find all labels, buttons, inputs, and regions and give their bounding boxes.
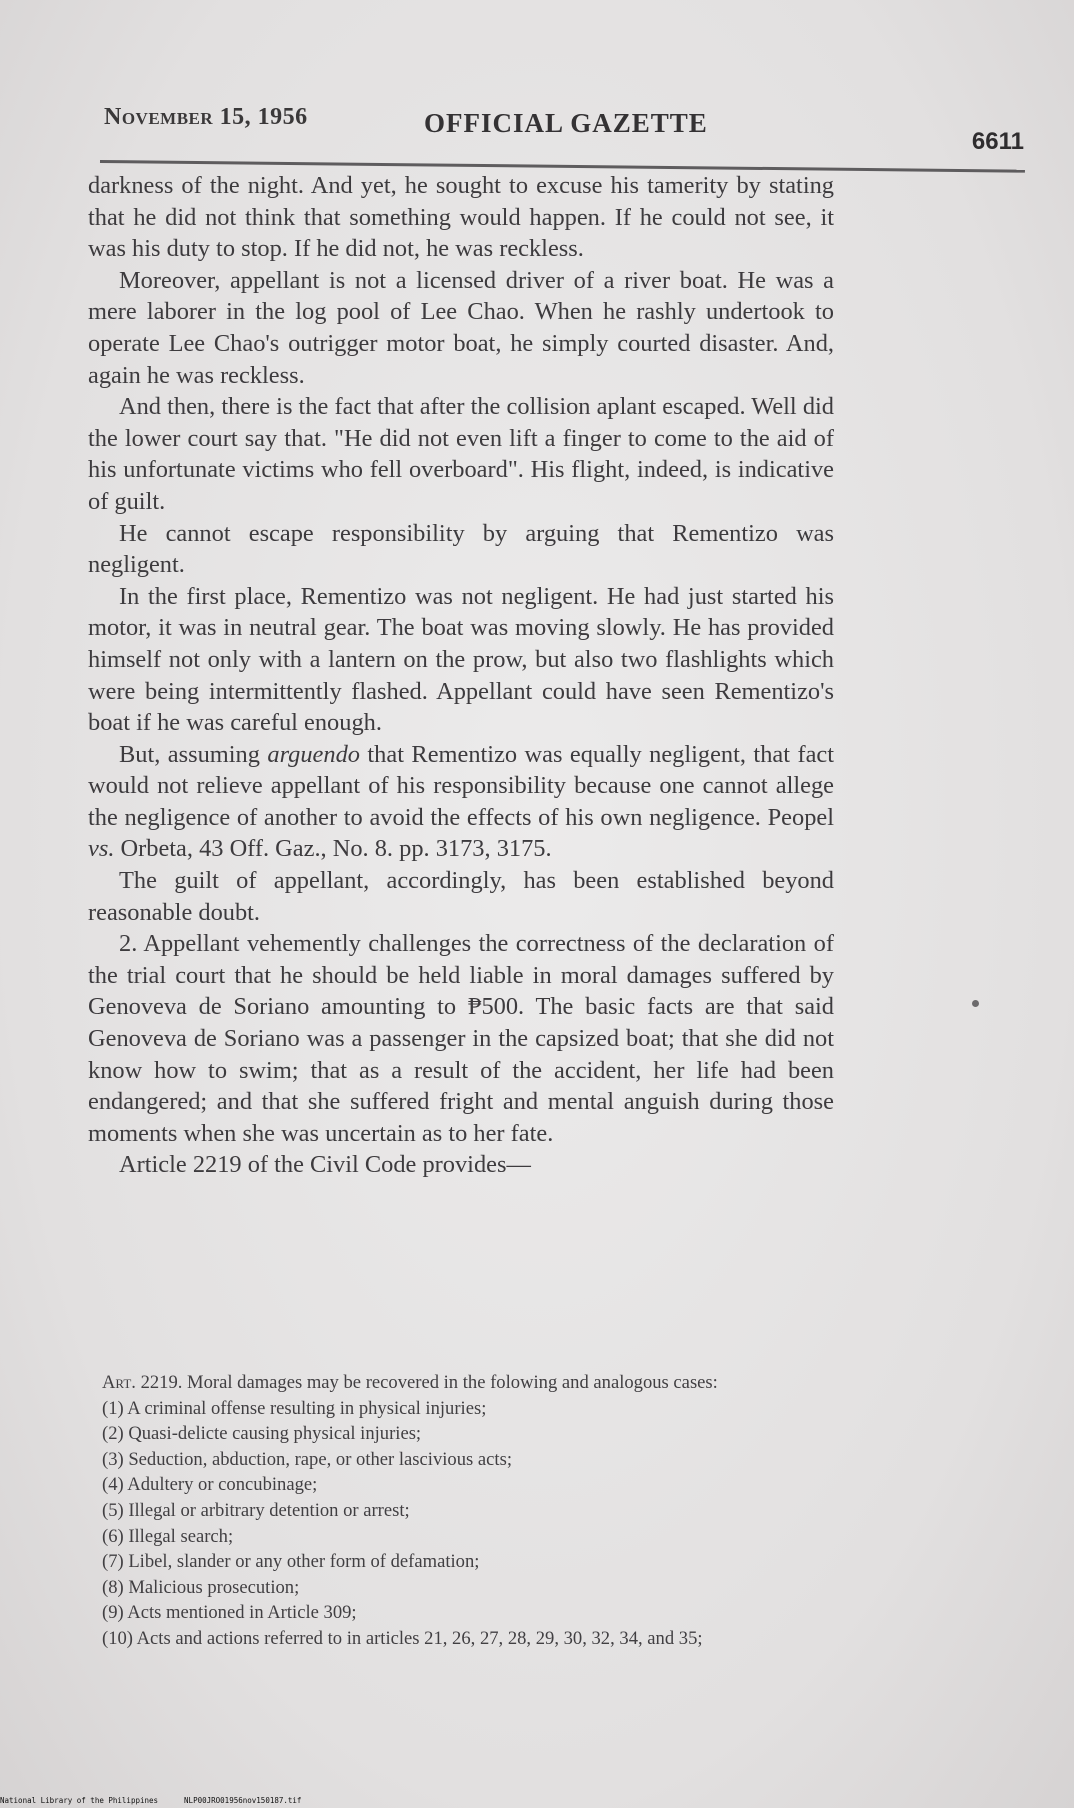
list-item: (10) Acts and actions referred to in articles 21, 26, 27, 28, 29, 30, 32, 34, and 35; — [102, 1627, 703, 1649]
article-intro — [82, 1370, 822, 1396]
italic-term: arguendo — [267, 740, 360, 768]
ink-spot — [972, 1000, 979, 1007]
page-number: 6611 — [971, 128, 1024, 155]
list-item: (9) Acts mentioned in Article 309; — [102, 1602, 357, 1624]
paragraph: darkness of the night. And yet, he sought to excuse his tamerity by stating that he did not think that something would happen. If he could not see, it was his duty to stop. If he did not, he was reckless. — [88, 172, 834, 263]
article-intro-text: 2219. Moral damages may be recovered in the folowing and analogous cases: — [135, 1372, 718, 1393]
paragraph: The guilt of appellant, accordingly, has been established beyond reasonable doubt. — [88, 867, 834, 926]
list-item: (1) A criminal offense resulting in physical injuries; — [102, 1397, 487, 1419]
paragraph-arguendo — [88, 739, 834, 865]
issue-date: November 15, 1956 — [104, 104, 308, 130]
paragraph: Moreover, appellant is not a licensed driver of a river boat. He was a mere laborer in the log pool of Lee Chao. When he rashly undertook to operate Lee Chao's outrigger motor boat, he simply courted disaster. And, again he was reckless. — [88, 266, 834, 389]
text-run: Orbeta, 43 Off. Gaz., No. 8. pp. 3173, 3175. — [114, 835, 552, 863]
library-credit: National Library of the Philippines — [0, 1796, 159, 1805]
page-header — [104, 100, 1024, 155]
list-item: (6) Illegal search; — [102, 1525, 234, 1547]
body-text — [88, 170, 834, 1181]
paragraph: Article 2219 of the Civil Code provides— — [119, 1151, 531, 1179]
list-item: (4) Adultery or concubinage; — [102, 1474, 318, 1496]
paragraph: In the first place, Rementizo was not negligent. He had just started his motor, it was in neutral gear. The boat was moving slowly. He has provided himself not only with a lantern on the prow, but also two flashlights which were being intermittently flashed. Appellant could have seen Rementizo's boat if he was careful enough. — [88, 582, 834, 737]
list-item: (7) Libel, slander or any other form of defamation; — [102, 1551, 480, 1573]
list-item: (5) Illegal or arbitrary detention or arrest; — [102, 1499, 410, 1521]
paragraph: 2. Appellant vehemently challenges the correctness of the declaration of the trial court that he should be held liable in moral damages suffered by Genoveva de Soriano amounting to ₱500. The basic facts are that said Genoveva de Soriano was a passenger in the capsized boat; that she did not know how to swim; that as a result of the accident, her life had been endangered; and that she suffered fright and mental anguish during those moments when she was uncertain as to her fate. — [88, 930, 834, 1147]
file-name: NLP00JRO01956nov150187.tif — [184, 1796, 302, 1805]
article-quote — [82, 1370, 822, 1652]
article-label: Art. — [102, 1372, 136, 1393]
list-item: (2) Quasi-delicte causing physical injuries; — [102, 1423, 422, 1445]
list-item: (8) Malicious prosecution; — [102, 1576, 300, 1598]
paragraph: And then, there is the fact that after the collision aplant escaped. Well did the lower court say that. "He did not even lift a finger to come to the aid of his unfortunate victims who fell overboard". His flight, indeed, is indicative of guilt. — [88, 393, 834, 515]
italic-term: vs. — [88, 835, 115, 863]
list-item: (3) Seduction, abduction, rape, or other lascivious acts; — [102, 1448, 512, 1470]
scan-footer — [0, 1796, 327, 1805]
text-run: that Rementizo was equally negligent, that fact would not relieve appellant of his responsibility because one cannot allege the negligence of another to avoid the effects of his own negligence. Peopel — [88, 740, 834, 831]
text-run: But, assuming — [119, 740, 268, 768]
publication-title: OFFICIAL GAZETTE — [424, 108, 708, 138]
paragraph: He cannot escape responsibility by arguing that Rementizo was negligent. — [88, 519, 834, 579]
